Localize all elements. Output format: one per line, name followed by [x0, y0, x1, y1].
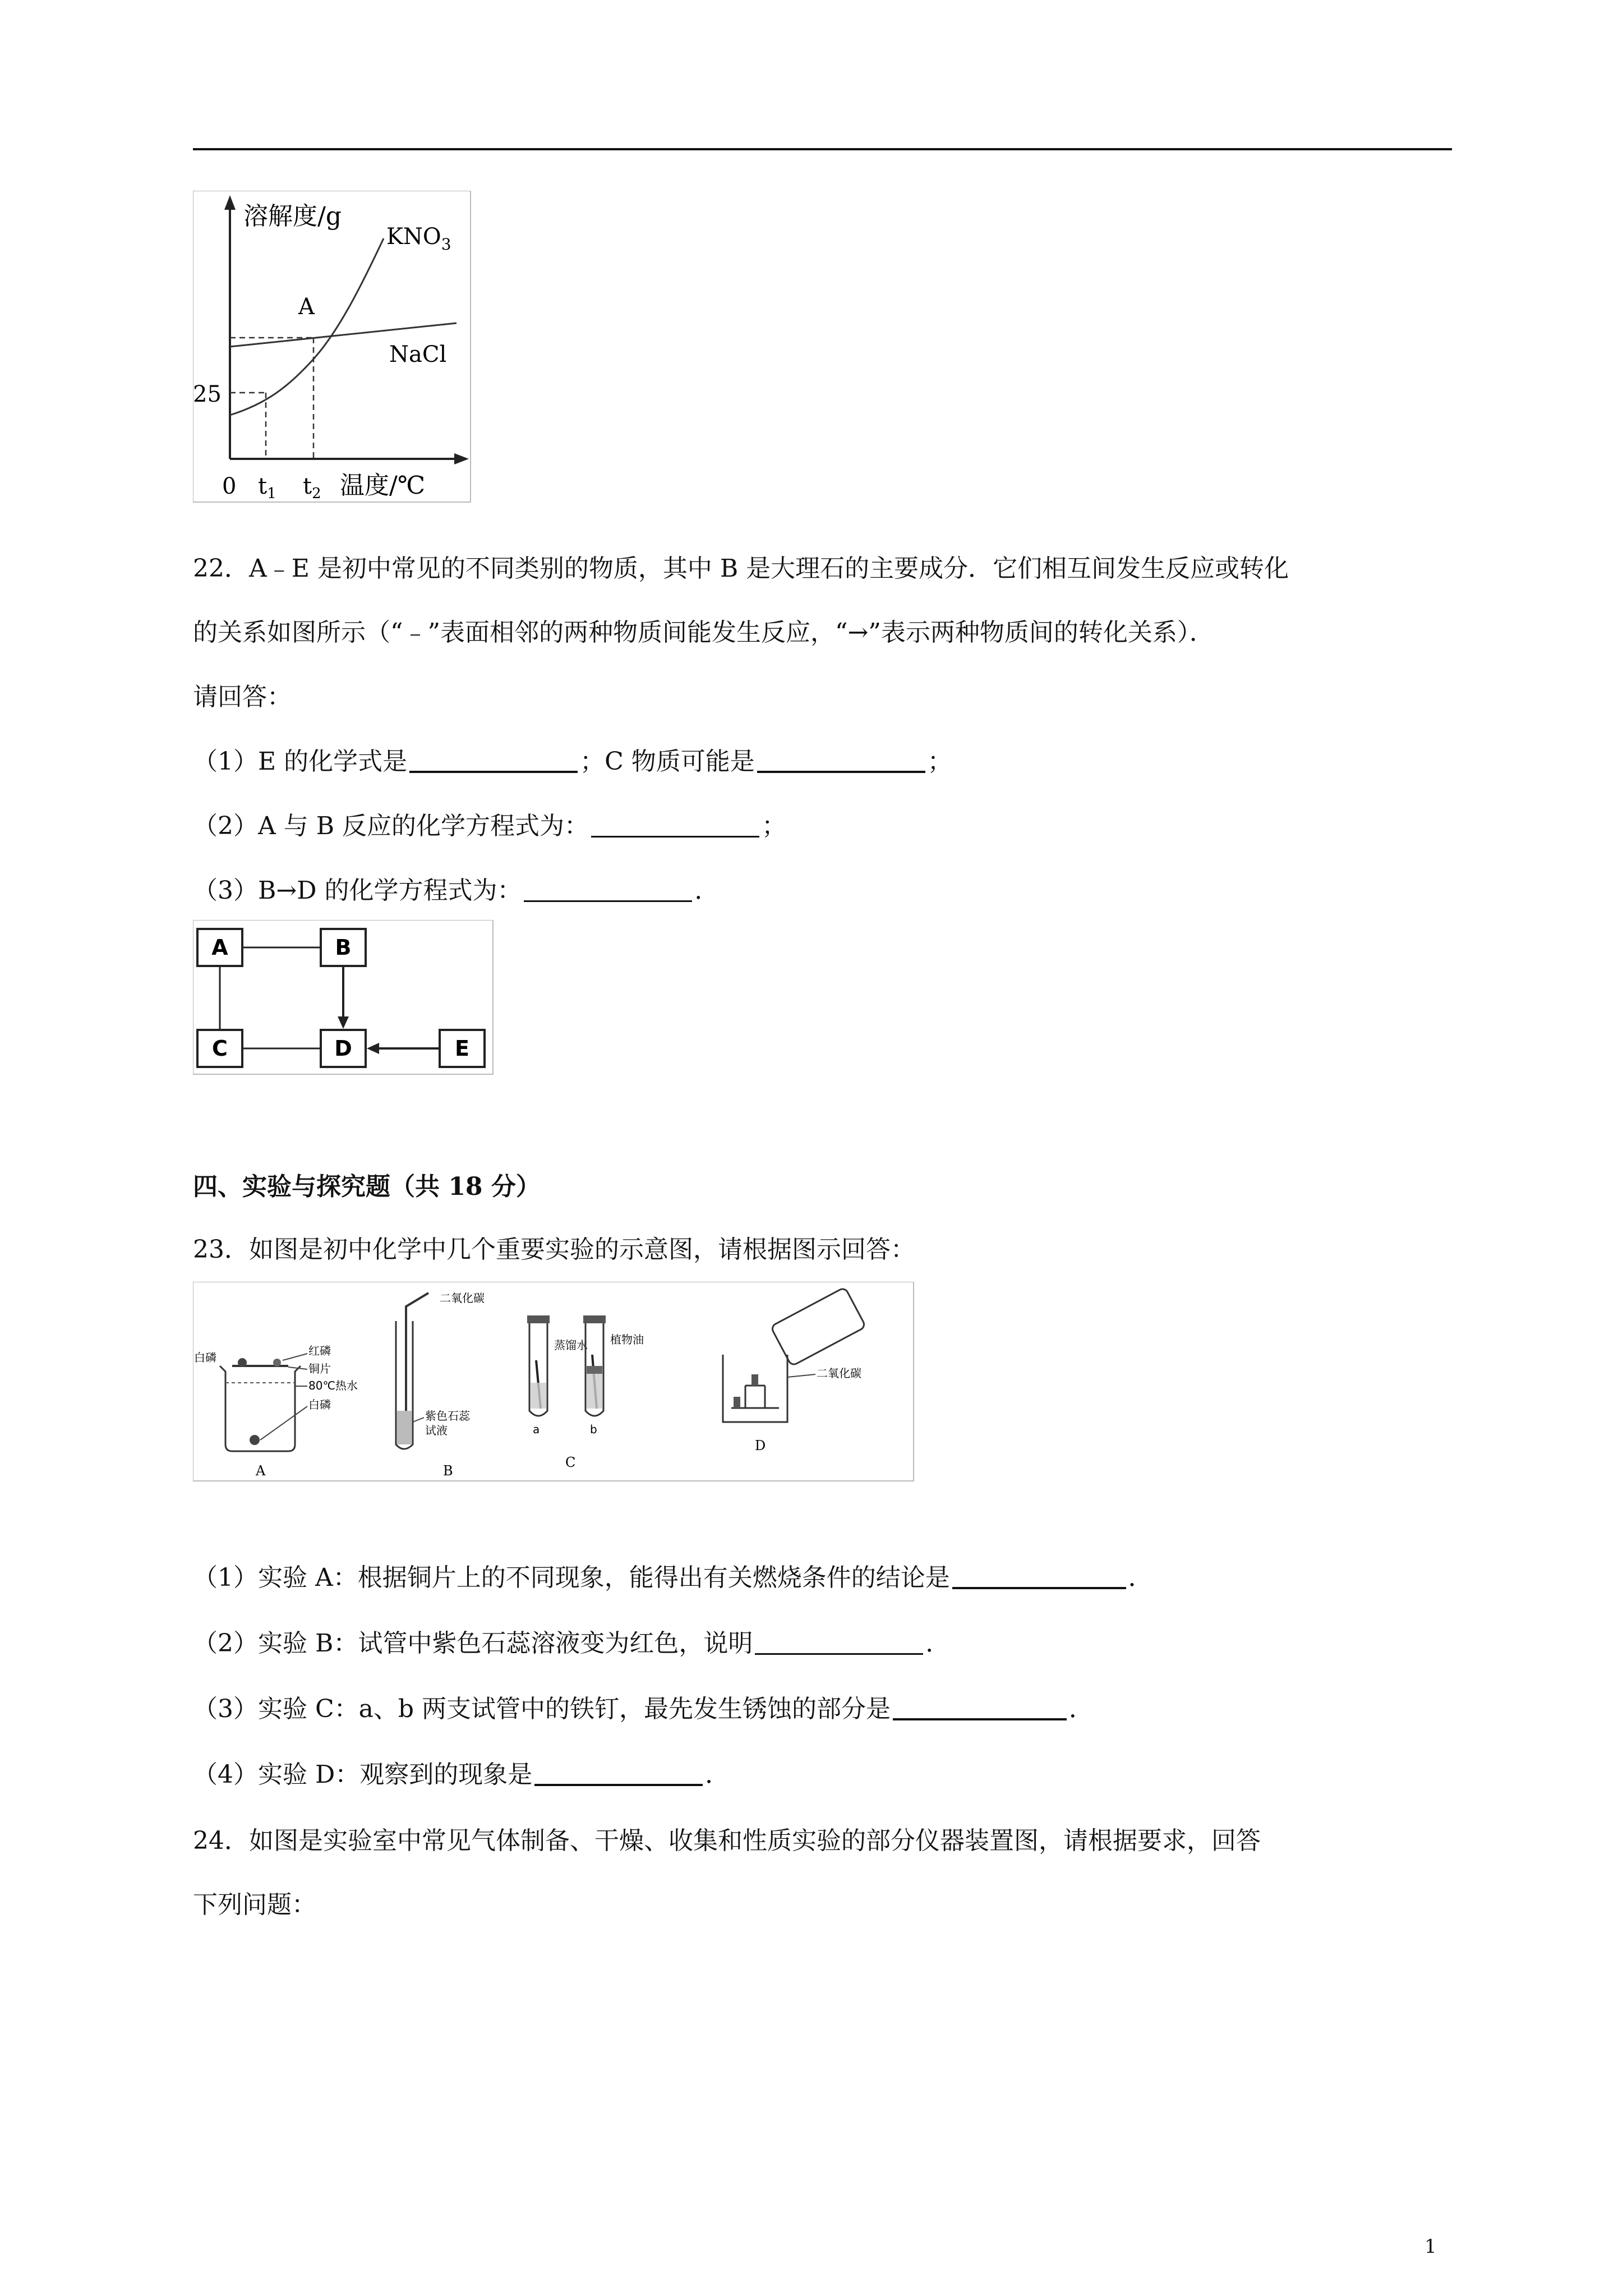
box-e-label: E [455, 1036, 469, 1061]
t1-label: $t_1$ [258, 473, 276, 502]
q23-answer-combustion[interactable] [952, 1565, 1126, 1589]
q23-p1-text-b: ． [1128, 1563, 1153, 1592]
beaker-d [723, 1355, 787, 1422]
q22-line2: 的关系如图所示（“﹣”表面相邻的两种物质间能发生反应，“→”表示两种物质间的转化关系）． [193, 618, 1214, 647]
point-a-label: A [298, 294, 315, 320]
label-b-litmus2: 试液 [425, 1424, 448, 1437]
oil-layer [587, 1366, 602, 1374]
q23-experiments-figure [193, 1282, 916, 1484]
q24-line1: 24．如图是实验室中常见气体制备、干燥、收集和性质实验的部分仪器装置图，请根据要求，回答 [193, 1826, 1261, 1855]
label-d-co2: 二氧化碳 [817, 1366, 861, 1380]
q23-part1 [193, 1562, 1153, 1594]
experiment-b [396, 1291, 485, 1479]
q23-p2-text-b: ． [925, 1629, 951, 1658]
q22-answer-bd-equation[interactable] [524, 878, 692, 902]
gas-bottle [771, 1287, 866, 1366]
leader-d-co2 [787, 1374, 815, 1377]
q24-line2: 下列问题： [193, 1890, 316, 1919]
experiment-a [194, 1344, 358, 1479]
x-axis-label: 温度/℃ [340, 471, 426, 500]
label-a-white-p: 白磷 [194, 1351, 216, 1364]
label-c-oil: 植物油 [610, 1333, 644, 1346]
header-rule [193, 148, 1452, 150]
box-c-label: C [212, 1036, 228, 1061]
stopper-a [527, 1315, 550, 1323]
leader-litmus [413, 1418, 424, 1422]
white-phosphorus-in-water [250, 1435, 260, 1445]
q23-p4-text-a: （4）实验 D：观察到的现象是 [193, 1760, 533, 1789]
q23-p3-text-a: （3）实验 C：a、b 两支试管中的铁钉，最先发生锈蚀的部分是 [193, 1695, 891, 1723]
q23-p3-text-b: ． [1069, 1695, 1094, 1723]
label-b-litmus: 紫色石蕊 [425, 1409, 470, 1423]
figure-frame [193, 1282, 914, 1481]
t2-label: $t_2$ [303, 473, 321, 502]
leader-red-p [283, 1354, 307, 1360]
q22-answer-e-formula[interactable] [409, 748, 578, 773]
stopper-b [583, 1315, 606, 1323]
reaction-diagram [193, 920, 496, 1077]
box-b-label: B [335, 935, 352, 960]
q23-p2-text-a: （2）实验 B：试管中紫色石蕊溶液变为红色，说明 [193, 1629, 753, 1658]
nacl-label: NaCl [389, 342, 447, 367]
q23-p4-text-b: ． [705, 1760, 730, 1789]
q23-figure-svg [193, 1282, 916, 1484]
origin-label: 0 [222, 473, 237, 499]
q23-part4 [193, 1759, 730, 1791]
beaker [220, 1366, 301, 1451]
label-c-b: b [590, 1423, 597, 1436]
q22-p2-text-b: ； [762, 812, 787, 840]
q22-answer-c-substance[interactable] [757, 748, 925, 773]
label-a-hot-water: 80℃热水 [308, 1379, 358, 1392]
x-axis-arrow [454, 453, 469, 464]
red-phosphorus [273, 1359, 281, 1366]
y-axis-label: 溶解度/g [243, 202, 342, 231]
label-c-a: a [533, 1423, 540, 1436]
label-a-copper: 铜片 [308, 1362, 331, 1375]
page-number: 1 [1424, 2235, 1437, 2258]
solubility-chart-svg [193, 191, 473, 505]
box-a-label: A [211, 935, 228, 960]
box-d-label: D [334, 1036, 352, 1061]
q22-line3: 请回答： [193, 683, 292, 711]
candle-low [734, 1397, 740, 1408]
q23-answer-phenomenon[interactable] [534, 1761, 703, 1786]
water-a [531, 1383, 546, 1409]
label-a-red-p: 红磷 [308, 1344, 331, 1358]
q22-line1: 22．A﹣E 是初中常见的不同类别的物质，其中 B 是大理石的主要成分．它们相互间发生反应或转化 [193, 554, 1289, 583]
kno3-curve [230, 238, 384, 415]
water-b [587, 1374, 602, 1409]
q22-p1-text-a: （1）E 的化学式是 [193, 747, 408, 776]
caption-d: D [755, 1438, 766, 1453]
experiment-c [527, 1315, 644, 1470]
kno3-label: $KNO_3$ [386, 224, 451, 254]
q23-answer-rust[interactable] [893, 1696, 1067, 1720]
q22-part3 [193, 875, 719, 907]
q22-answer-ab-equation[interactable] [591, 813, 759, 838]
q22-p2-text-a: （2）A 与 B 反应的化学方程式为： [193, 812, 589, 840]
q22-part2 [193, 811, 786, 842]
q23-intro: 23．如图是初中化学中几个重要实验的示意图，请根据图示回答： [193, 1235, 915, 1264]
leader-white-p2 [260, 1406, 307, 1440]
q23-part3 [193, 1694, 1094, 1725]
q23-answer-litmus[interactable] [755, 1631, 923, 1655]
label-c-water: 蒸馏水 [554, 1338, 588, 1352]
caption-a: A [256, 1463, 266, 1479]
section4-heading: 四、实验与探究题（共 18 分） [193, 1172, 541, 1201]
y-tick-25: 25 [193, 381, 222, 407]
caption-b: B [443, 1463, 453, 1479]
label-a-white-p2: 白磷 [308, 1398, 331, 1411]
y-axis-arrow [224, 195, 236, 210]
candle-high [751, 1374, 758, 1386]
q23-p1-text-a: （1）实验 A：根据铜片上的不同现象，能得出有关燃烧条件的结论是 [193, 1563, 950, 1592]
arrow-b-d-head [338, 1016, 349, 1029]
q22-p1-text-c: ； [927, 747, 952, 776]
q23-part2 [193, 1628, 950, 1659]
solubility-chart [193, 191, 473, 505]
litmus-solution [397, 1411, 412, 1444]
q22-p3-text-a: （3）B→D 的化学方程式为： [193, 876, 522, 905]
reaction-diagram-svg [193, 920, 496, 1077]
white-phosphorus-on-sheet [238, 1358, 247, 1367]
experiment-d [723, 1287, 866, 1453]
arrow-e-d-head [367, 1043, 379, 1054]
caption-c: C [565, 1455, 576, 1470]
q22-p3-text-b: ． [694, 876, 720, 905]
label-b-co2: 二氧化碳 [440, 1291, 485, 1305]
q22-part1 [193, 746, 952, 777]
q22-p1-text-b: ；C 物质可能是 [580, 747, 755, 776]
